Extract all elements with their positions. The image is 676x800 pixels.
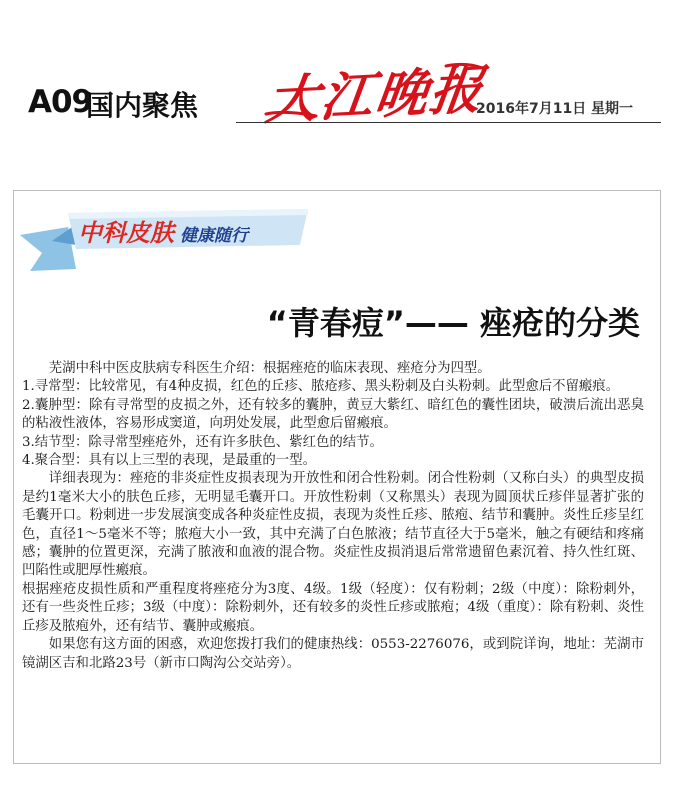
article-paragraph: 1.寻常型：比较常见，有4种皮损，红色的丘疹、脓疮疹、黑头粉刺及白头粉刺。此型愈后不留瘢痕。 [22, 379, 620, 395]
banner-subtitle: 健康随行 [180, 226, 248, 246]
article-paragraph: 详细表现为：痤疮的非炎症性皮损表现为开放性和闭合性粉刺。闭合性粉刺（又称白头）的典型皮损是约1毫米大小的肤色丘疹，无明显毛囊开口。开放性粉刺（又称黑头）表现为圆顶状丘疹伴显著扩张的毛囊开口。粉刺进一步发展演变成各种炎症性皮损，表现为炎性丘疹、脓疱、结节和囊肿。炎性丘疹呈红色，直径1～5毫米不等；脓疱大小一致，其中充满了白色脓液；结节直径大于5毫米，触之有硬结和疼痛感；囊肿的位置更深，充满了脓液和血液的混合物。炎症性皮损消退后常常遗留色素沉着、持久性红斑、凹陷性或肥厚性瘢痕。 [22, 471, 644, 579]
column-banner [78, 213, 248, 248]
article-paragraph: 芜湖中科中医皮肤病专科医生介绍：根据痤疮的临床表现、痤疮分为四型。 [48, 361, 491, 376]
masthead [0, 0, 676, 140]
article-paragraph: 根据痤疮皮损性质和严重程度将痤疮分为3度、4级。1级（轻度）：仅有粉刺；2级（中度）：除粉刺外，还有一些炎性丘疹；3级（中度）：除粉刺外，还有较多的炎性丘疹或脓疱；4级（重度）：除有粉刺、炎性丘疹及脓疱外，还有结节、囊肿或瘢痕。 [22, 581, 644, 634]
article-paragraph: 2.囊肿型：除有寻常型的皮损之外，还有较多的囊肿，黄豆大紫红、暗红色的囊性团块，破溃后流出恶臭的粘液性液体，容易形成窦道，向玥处发展，此型愈后留瘢痕。 [22, 397, 644, 432]
newspaper-logo [256, 52, 496, 132]
article-paragraph: 如果您有这方面的困惑，欢迎您拨打我们的健康热线：0553-2276076，或到院详询，地址：芜湖市镜湖区吉和北路23号（新市口陶沟公交站旁）。 [22, 637, 644, 671]
article-headline: “青春痘”—— 痤疮的分类 [266, 304, 640, 342]
article-body [22, 360, 644, 673]
issue-date: 2016年7月11日 星期一 [476, 101, 634, 117]
section-name: 国内聚焦 [86, 89, 199, 122]
article-paragraph: 3.结节型：除寻常型痤疮外，还有许多肤色、紫红色的结节。 [22, 434, 383, 450]
article-paragraph: 4.聚合型：具有以上三型的表现，是最重的一型。 [22, 453, 316, 469]
header-rule [236, 122, 661, 123]
page-number: A09 [28, 84, 93, 120]
banner-title: 中科皮肤 [78, 219, 174, 247]
newspaper-name: 大江晚报 [262, 58, 489, 132]
